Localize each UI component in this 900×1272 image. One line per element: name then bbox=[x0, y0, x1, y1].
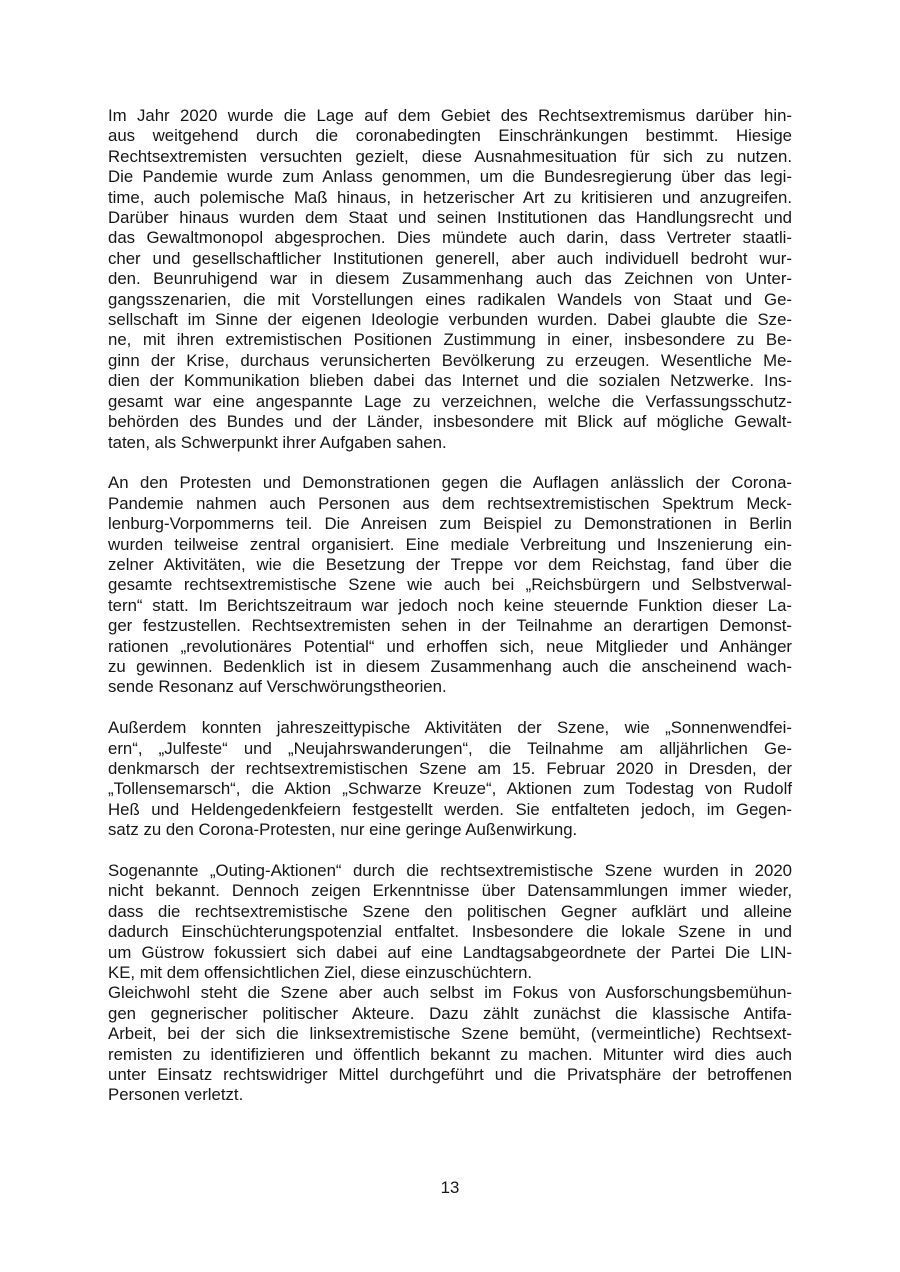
text-line: „Tollensemarsch“, die Aktion „Schwarze Kreuze“, Aktionen zum Todestag von Rudolf bbox=[108, 779, 792, 799]
text-line: behörden des Bundes und der Länder, insbesondere mit Blick auf mögliche Gewalt- bbox=[108, 412, 792, 432]
text-line: gen gegnerischer politischer Akteure. Dazu zählt zunächst die klassische Antifa- bbox=[108, 1003, 792, 1023]
text-line: rationen „revolutionäres Potential“ und erhoffen sich, neue Mitglieder und Anhänger bbox=[108, 636, 792, 656]
text-line: dien der Kommunikation blieben dabei das Internet und die sozialen Netzwerke. Ins- bbox=[108, 371, 792, 391]
paragraph-4 bbox=[108, 861, 792, 983]
text-line: Im Jahr 2020 wurde die Lage auf dem Gebiet des Rechtsextremismus darüber hin- bbox=[108, 106, 792, 125]
text-line: KE, mit dem offensichtlichen Ziel, diese einzuschüchtern. bbox=[108, 963, 533, 983]
text-line: ger festzustellen. Rechtsextremisten sehen in der Teilnahme an derartigen Demonst- bbox=[108, 616, 792, 636]
text-line: den. Beunruhigend war in diesem Zusammenhang auch das Zeichnen von Unter- bbox=[108, 269, 792, 289]
text-line: ne, mit ihren extremistischen Positionen Zustimmung in einer, insbesondere zu Be- bbox=[108, 330, 792, 350]
text-line: um Güstrow fokussiert sich dabei auf eine Landtagsabgeordnete der Partei Die LIN- bbox=[108, 942, 792, 962]
text-line: remisten zu identifizieren und öffentlich bekannt zu machen. Mitunter wird dies auch bbox=[108, 1044, 792, 1064]
text-line: tern“ statt. Im Berichtszeitraum war jedoch noch keine steuernde Funktion dieser La- bbox=[108, 595, 792, 615]
text-line: An den Protesten und Demonstrationen gegen die Auflagen anlässlich der Corona- bbox=[108, 473, 792, 493]
text-line: Arbeit, bei der sich die linksextremistische Szene bemüht, (vermeintliche) Rechtsext- bbox=[108, 1024, 792, 1044]
text-line: Personen verletzt. bbox=[108, 1085, 244, 1105]
text-line: zu gewinnen. Bedenklich ist in diesem Zusammenhang auch die anscheinend wach- bbox=[108, 656, 792, 676]
text-line: gesamt war eine angespannte Lage zu verzeichnen, welche die Verfassungsschutz- bbox=[108, 391, 792, 411]
text-line: ginn der Krise, durchaus verunsicherten Bevölkerung zu erzeugen. Wesentliche Me- bbox=[108, 350, 792, 370]
paragraph-2 bbox=[108, 473, 792, 697]
text-line: taten, als Schwerpunkt ihrer Aufgaben sahen. bbox=[108, 432, 447, 452]
text-line: cher und gesellschaftlicher Institutionen generell, aber auch individuell bedroht wur- bbox=[108, 248, 792, 268]
text-line: Heß und Heldengedenkfeiern festgestellt werden. Sie entfalteten jedoch, im Gegen- bbox=[108, 799, 792, 819]
text-line: lenburg-Vorpommerns teil. Die Anreisen zum Beispiel zu Demonstrationen in Berlin bbox=[108, 514, 792, 534]
text-line: das Gewaltmonopol abgesprochen. Dies mündete auch darin, dass Vertreter staatli- bbox=[108, 228, 792, 248]
text-line: Sogenannte „Outing-Aktionen“ durch die rechtsextremistische Szene wurden in 2020 bbox=[108, 860, 792, 880]
paragraph-1 bbox=[108, 106, 792, 453]
text-line: denkmarsch der rechtsextremistischen Szene am 15. Februar 2020 in Dresden, der bbox=[108, 758, 792, 778]
paragraph-3 bbox=[108, 718, 792, 840]
text-line: Außerdem konnten jahreszeittypische Aktivitäten der Szene, wie „Sonnenwendfei- bbox=[108, 718, 792, 738]
text-line: sellschaft im Sinne der eigenen Ideologie verbunden wurden. Dabei glaubte die Sze- bbox=[108, 310, 792, 330]
text-line: nicht bekannt. Dennoch zeigen Erkenntnisse über Datensammlungen immer wieder, bbox=[108, 881, 792, 901]
page-number: 13 bbox=[440, 1178, 460, 1197]
text-line: aus weitgehend durch die coronabedingten Einschränkungen bestimmt. Hiesige bbox=[108, 126, 792, 146]
text-line: dadurch Einschüchterungspotenzial entfaltet. Insbesondere die lokale Szene in und bbox=[108, 922, 792, 942]
text-line: Darüber hinaus wurden dem Staat und seinen Institutionen das Handlungsrecht und bbox=[108, 208, 792, 228]
text-line: dass die rechtsextremistische Szene den politischen Gegner aufklärt und alleine bbox=[108, 901, 792, 921]
text-line: gangsszenarien, die mit Vorstellungen eines radikalen Wandels von Staat und Ge- bbox=[108, 289, 792, 309]
text-line: satz zu den Corona-Protesten, nur eine geringe Außenwirkung. bbox=[108, 820, 578, 840]
text-line: time, auch polemische Maß hinaus, in hetzerischer Art zu kritisieren und anzugreifen. bbox=[108, 187, 792, 207]
text-line: Pandemie nahmen auch Personen aus dem rechtsextremistischen Spektrum Meck- bbox=[108, 493, 792, 513]
text-line: ern“, „Julfeste“ und „Neujahrswanderungen“, die Teilnahme am alljährlichen Ge- bbox=[108, 738, 792, 758]
text-line: Rechtsextremisten versuchten gezielt, diese Ausnahmesituation für sich zu nutzen. bbox=[108, 146, 792, 166]
paragraph-5 bbox=[108, 983, 792, 1105]
body-text bbox=[108, 106, 792, 1106]
text-line: Gleichwohl steht die Szene aber auch selbst im Fokus von Ausforschungsbemühun- bbox=[108, 983, 792, 1003]
text-line: gesamte rechtsextremistische Szene wie auch bei „Reichsbürgern und Selbstverwal- bbox=[108, 575, 792, 595]
text-line: Die Pandemie wurde zum Anlass genommen, um die Bundesregierung über das legi- bbox=[108, 167, 792, 187]
text-line: zelner Aktivitäten, wie die Besetzung der Treppe vor dem Reichstag, fand über die bbox=[108, 554, 792, 574]
text-line: wurden teilweise zentral organisiert. Eine mediale Verbreitung und Inszenierung ein- bbox=[108, 534, 792, 554]
text-line: sende Resonanz auf Verschwörungstheorien. bbox=[108, 677, 447, 697]
text-line: unter Einsatz rechtswidriger Mittel durchgeführt und die Privatsphäre der betroffenen bbox=[108, 1065, 792, 1085]
